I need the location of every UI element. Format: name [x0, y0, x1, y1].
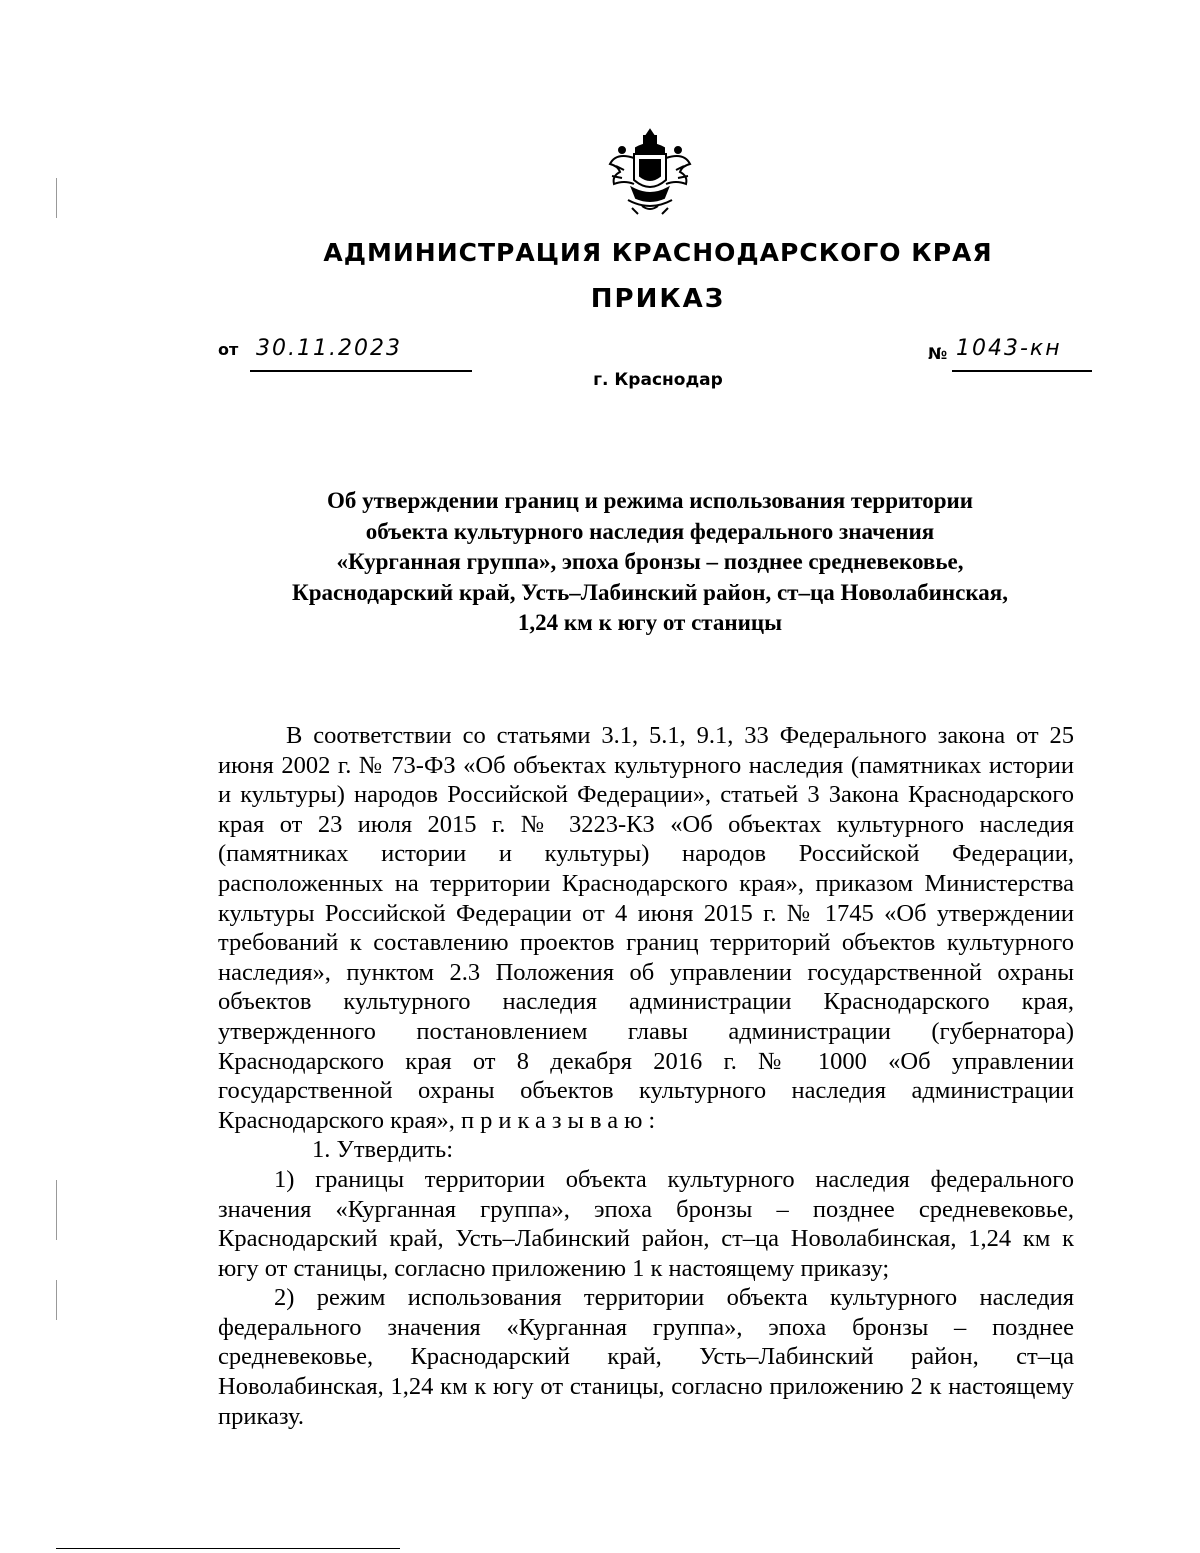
scan-margin-mark — [56, 178, 57, 218]
title-line: объекта культурного наследия федерального значения — [365, 518, 935, 544]
sub-item-1: 1) границы территории объекта культурного наследия федерального значения «Курганная группа», эпоха бронзы – позднее средневековье, Краснодарский край, Усть–Лабинский район, ст–ца Новолабинская, 1,24 км к югу от станицы, согласно приложению 1 к настоящему приказу; — [218, 1165, 1074, 1282]
organization-name: АДМИНИСТРАЦИЯ КРАСНОДАРСКОГО КРАЯ — [323, 238, 993, 267]
item-1: 1. Утвердить: — [312, 1136, 454, 1164]
document-title — [200, 486, 1100, 639]
date-prefix: от — [218, 340, 239, 359]
scan-margin-mark — [56, 1180, 57, 1240]
order-word: приказываю: — [460, 1106, 662, 1134]
scan-margin-mark — [56, 1280, 57, 1320]
coat-of-arms-emblem — [606, 126, 694, 218]
preamble-paragraph — [218, 721, 1074, 1135]
document-type: ПРИКАЗ — [590, 284, 726, 314]
number-prefix: № — [928, 344, 948, 363]
city-name: г. Краснодар — [593, 370, 723, 390]
footer-rule — [56, 1548, 400, 1549]
handwritten-date: 30.11.2023 — [256, 336, 402, 361]
sub-item-2: 2) режим использования территории объекта культурного наследия федерального значения «Курганная группа», эпоха бронзы – позднее средневековье, Краснодарский край, Усть–Лабинский район, ст–ца Новолабинская, 1,24 км к югу от станицы, согласно приложению 2 к настоящему приказу. — [218, 1284, 1074, 1430]
title-line: 1,24 км к югу от станицы — [517, 610, 783, 635]
title-line: Краснодарский край, Усть–Лабинский район, ст–ца Новолабинская, — [292, 579, 1008, 605]
handwritten-number: 1043-кн — [956, 336, 1062, 361]
title-line: Об утверждении границ и режима использования территории — [326, 488, 974, 513]
document-body — [218, 721, 1074, 1431]
preamble-text: В соответствии со статьями 3.1, 5.1, 9.1, 33 Федерального закона от 25 июня 2002 г. № 73-ФЗ «Об объектах культурного наследия (памятниках истории и культуры) народов Российской Федерации», статьей 3 Закона Краснодарского края от 23 июля 2015 г. № 3223-КЗ «Об объектах культурного наследия (памятниках истории и культуры) народов Российской Федерации, расположенных на территории Краснодарского края», приказом Министерства культуры Российской Федерации от 4 июня 2015 г. № 1745 «Об утверждении требований к составлению проектов границ территорий объектов культурного наследия», пунктом 2.3 Положения об управлении государственной охраны объектов культурного наследия администрации Краснодарского края, утвержденного постановлением главы администрации (губернатора) Краснодарского края от 8 декабря 2016 г. № 1000 «Об управлении государственной охраны объектов культурного наследия администрации Краснодарского края», — [218, 722, 1074, 1134]
title-line: «Курганная группа», эпоха бронзы – позднее средневековье, — [336, 549, 964, 574]
